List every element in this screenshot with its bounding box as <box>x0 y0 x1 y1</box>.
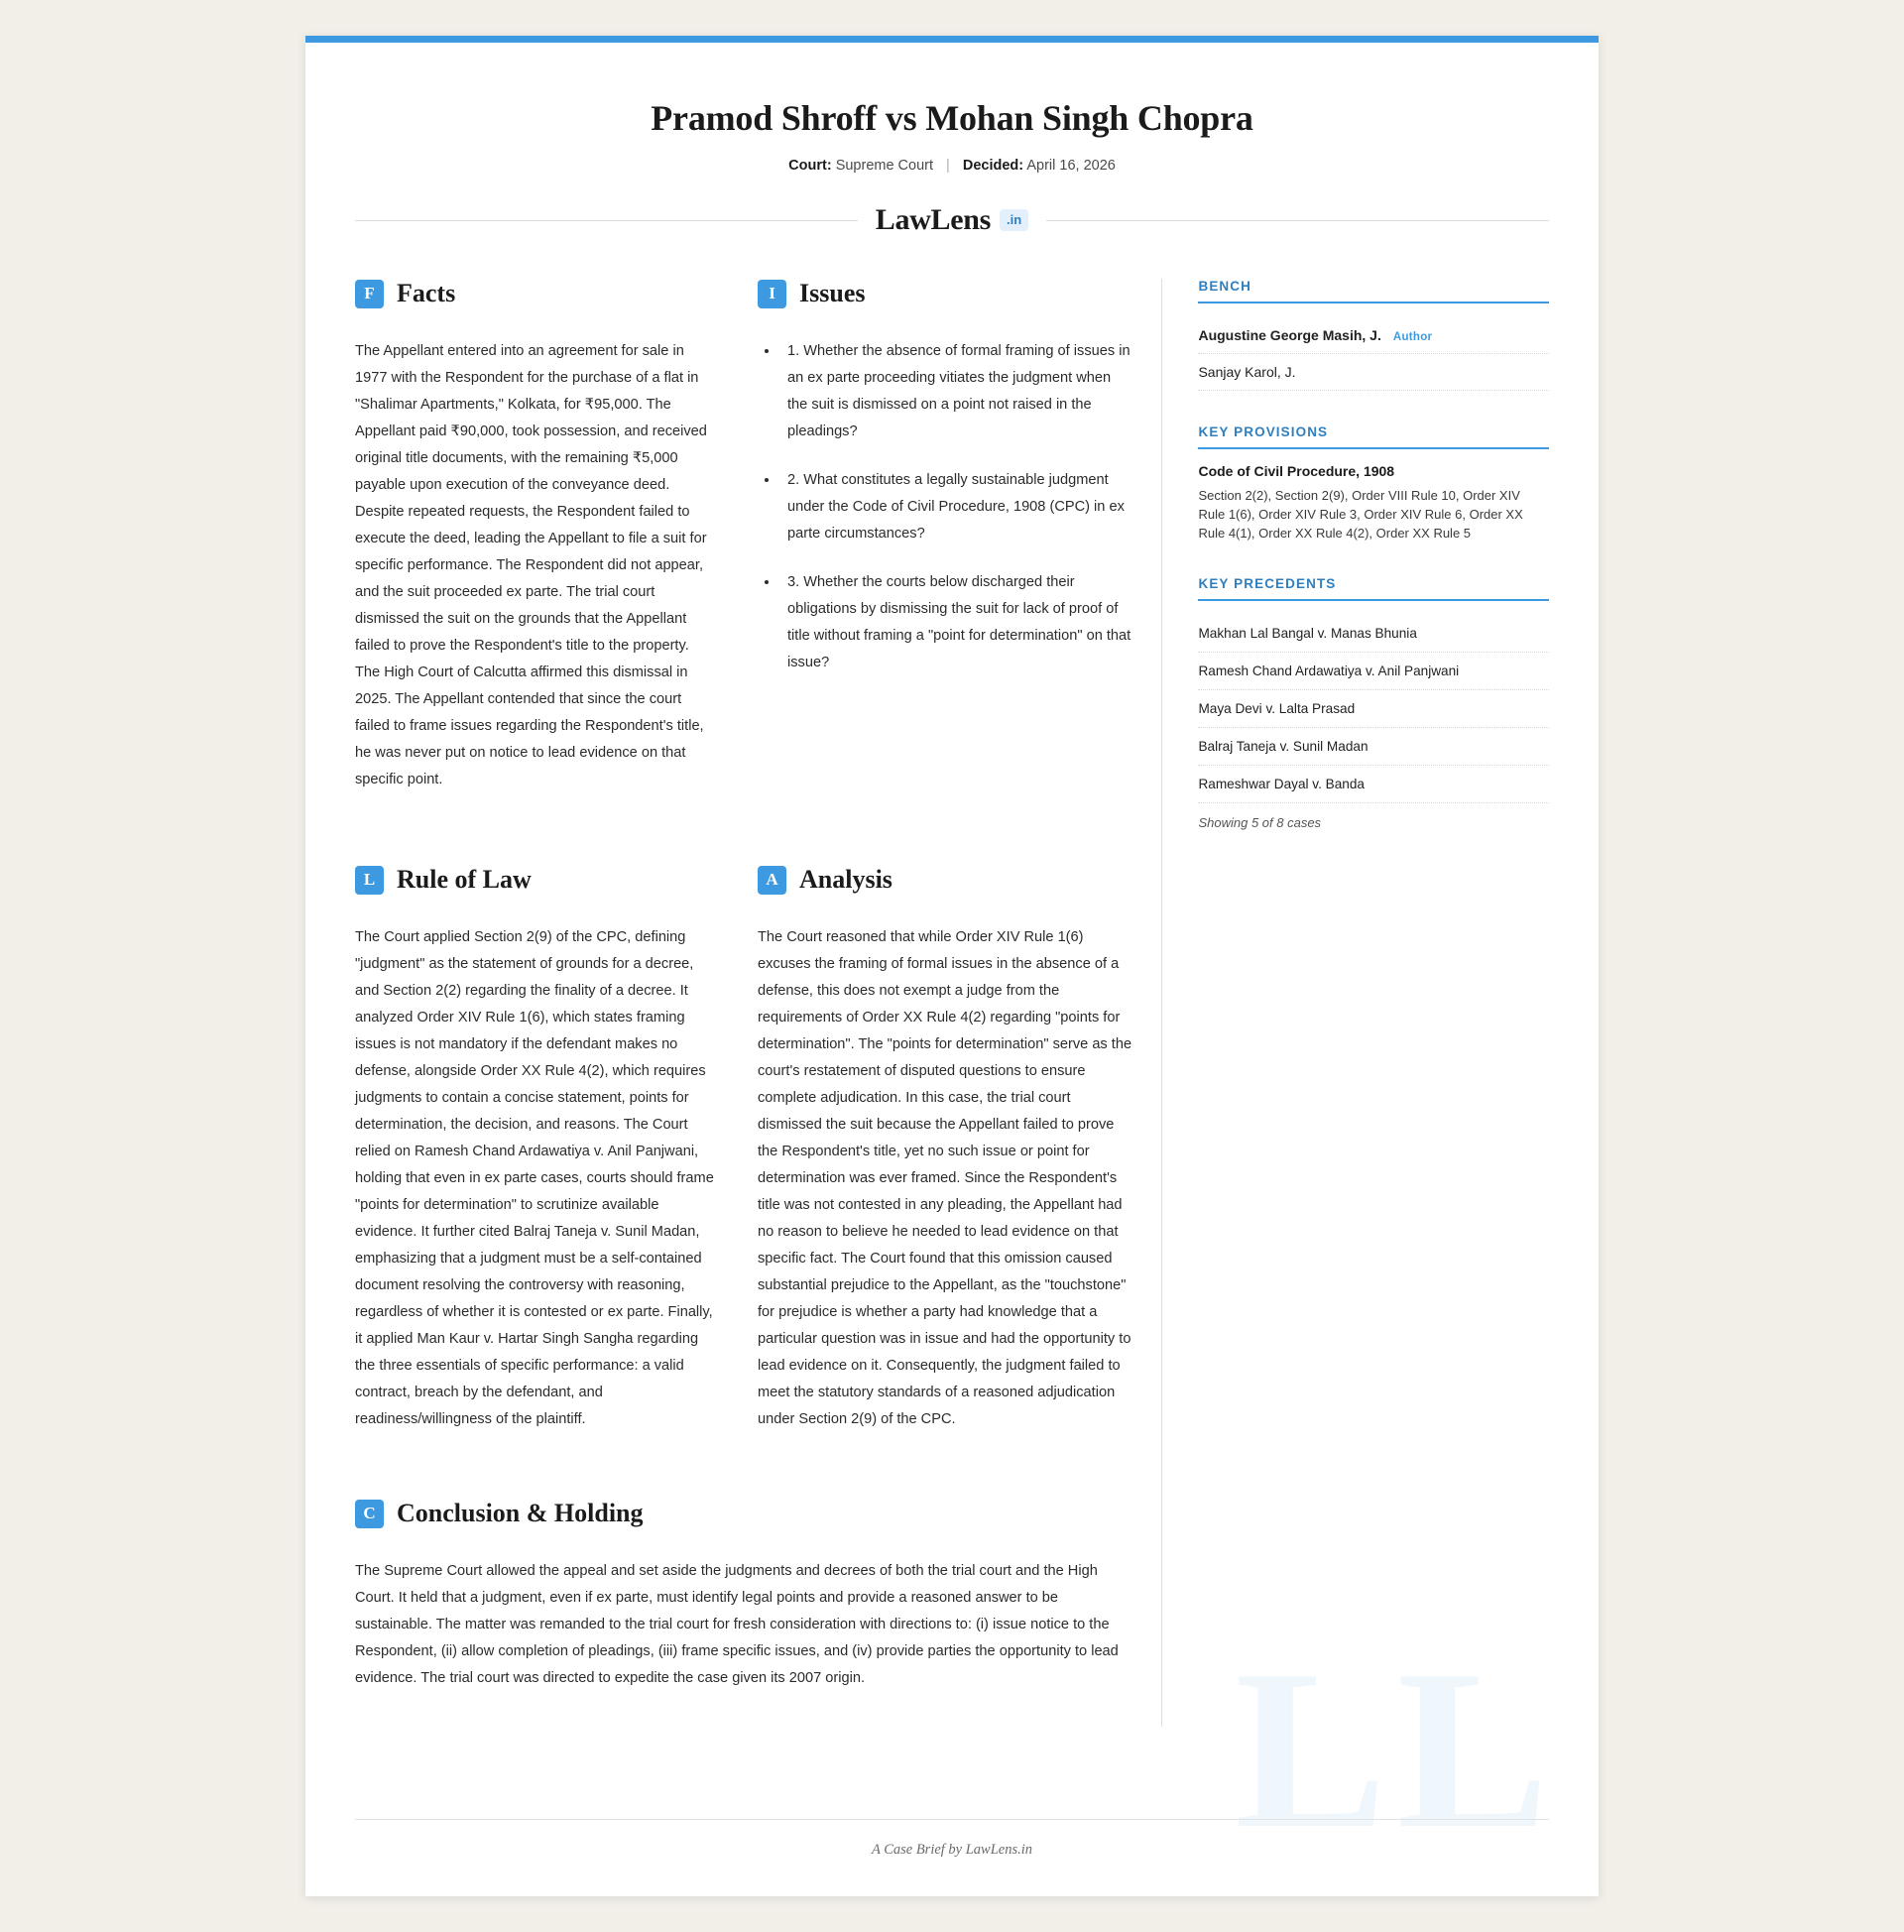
facts-badge-icon: F <box>355 280 384 308</box>
list-item[interactable]: Maya Devi v. Lalta Prasad <box>1198 690 1549 728</box>
row-spacer <box>355 793 1151 865</box>
list-item[interactable]: Ramesh Chand Ardawatiya v. Anil Panjwani <box>1198 653 1549 690</box>
rule-badge-icon: L <box>355 866 384 895</box>
list-item[interactable]: Makhan Lal Bangal v. Manas Bhunia <box>1198 615 1549 653</box>
section-issues <box>758 279 1134 793</box>
rule-right <box>1046 220 1549 221</box>
brand-logo <box>858 203 1046 237</box>
bench-block <box>1198 279 1549 391</box>
list-item[interactable]: Rameshwar Dayal v. Banda <box>1198 766 1549 803</box>
sidebar <box>1161 279 1549 1727</box>
list-item: • 2. What constitutes a legally sustainable judgment under the Code of Civil Procedure, 1908 (CPC) in ex parte circumstances? <box>779 467 1134 547</box>
issues-heading <box>758 279 1134 308</box>
conclusion-text: The Supreme Court allowed the appeal and set aside the judgments and decrees of both the trial court and the High Court. It held that a judgment, even if ex parte, must identify legal points and provide a reasoned answer to be sustainable. The matter was remanded to the trial court for fresh consideration with directions to: (i) issue notice to the Respondent, (ii) allow completion of pleadings, (iii) frame specific issues, and (iv) provide parties the opportunity to lead evidence. The trial court was directed to expedite the case given its 2007 origin. <box>355 1563 1119 1686</box>
court-value: Supreme Court <box>835 158 934 174</box>
brand-name: LawLens <box>875 203 992 236</box>
list-item: • 3. Whether the courts below discharged their obligations by dismissing the suit for lack of proof of title without framing a "point for determination" on that issue? <box>779 569 1134 676</box>
bench-judge-row <box>1198 354 1549 391</box>
precedents-heading: KEY PRECEDENTS <box>1198 576 1549 601</box>
page-title: Pramod Shroff vs Mohan Singh Chopra <box>651 98 1253 138</box>
decided-value: April 16, 2026 <box>1026 158 1116 174</box>
provisions-act-name: Code of Civil Procedure, 1908 <box>1198 463 1395 479</box>
precedents-block <box>1198 576 1549 830</box>
analysis-badge-icon: A <box>758 866 786 895</box>
conclusion-badge-icon: C <box>355 1500 384 1528</box>
analysis-title: Analysis <box>799 865 892 894</box>
meta-separator: | <box>946 158 950 174</box>
provisions-heading: KEY PROVISIONS <box>1198 424 1549 449</box>
issues-title: Issues <box>799 279 866 307</box>
precedents-count-note: Showing 5 of 8 cases <box>1198 815 1322 830</box>
facts-text: The Appellant entered into an agreement for sale in 1977 with the Respondent for the purchase of a flat in "Shalimar Apartments," Kolkata, for ₹95,000. The Appellant paid ₹90,000, took possession, and received original title documents, with the remaining ₹5,000 payable upon execution of the conveyance deed. Despite repeated requests, the Respondent failed to execute the deed, leading the Appellant to file a suit for specific performance. The Respondent did not appear, and the suit proceeded ex parte. The trial court dismissed the suit on the grounds that the Appellant failed to prove the Respondent's title to the property. The High Court of Calcutta affirmed this dismissal in 2025. The Appellant contended that since the court failed to frame issues regarding the Respondent's title, he was never put on notice to lead evidence on that specific point. <box>355 343 707 787</box>
rule-title: Rule of Law <box>397 865 532 894</box>
bench-heading: BENCH <box>1198 279 1549 303</box>
list-item[interactable]: Balraj Taneja v. Sunil Madan <box>1198 728 1549 766</box>
main-column <box>355 279 1151 1692</box>
brand-row <box>355 203 1549 237</box>
row-spacer <box>355 1433 1151 1499</box>
facts-title: Facts <box>397 279 456 307</box>
rule-heading <box>355 865 716 895</box>
facts-heading <box>355 279 716 308</box>
conclusion-heading <box>355 1499 1129 1528</box>
rule-text: The Court applied Section 2(9) of the CPC, defining "judgment" as the statement of grounds for a decree, and Section 2(2) regarding the finality of a decree. It analyzed Order XIV Rule 1(6), which states framing issues is not mandatory if the defendant makes no defense, alongside Order XX Rule 4(2), which requires judgments to contain a concise statement, points for determination, the decision, and reasons. The Court relied on Ramesh Chand Ardawatiya v. Anil Panjwani, holding that even in ex parte cases, courts should frame "points for determination" to scrutinize available evidence. It further cited Balraj Taneja v. Sunil Madan, emphasizing that a judgment must be a self-contained document resolving the controversy with reasoning, regardless of whether it is contested or ex parte. Finally, it applied Man Kaur v. Hartar Singh Sangha regarding the three essentials of specific performance: a valid contract, breach by the defendant, and readiness/willingness of the plaintiff. <box>355 929 714 1427</box>
analysis-heading <box>758 865 1134 895</box>
author-badge: Author <box>1392 331 1433 343</box>
body-grid <box>355 279 1549 1727</box>
brand-tld-badge: .in <box>1000 209 1028 231</box>
provisions-list: Section 2(2), Section 2(9), Order VIII Rule 10, Order XIV Rule 1(6), Order XIV Rule 3, Order XIV Rule 6, Order XX Rule 4(1), Order XX Rule 4(2), Order XX Rule 5 <box>1198 488 1523 541</box>
issues-list <box>758 338 1134 676</box>
section-rule-of-law <box>355 865 758 1433</box>
section-conclusion <box>355 1499 1138 1692</box>
issues-badge-icon: I <box>758 280 786 308</box>
judge-name: Augustine George Masih, J. <box>1198 327 1381 343</box>
conclusion-title: Conclusion & Holding <box>397 1499 644 1527</box>
decided-label: Decided: <box>962 158 1024 174</box>
bench-judge-row <box>1198 317 1549 354</box>
document-page <box>305 36 1599 1896</box>
case-meta <box>305 158 1599 174</box>
provisions-block <box>1198 424 1549 543</box>
list-item: • 1. Whether the absence of formal framing of issues in an ex parte proceeding vitiates the judgment when the suit is dismissed on a point not raised in the pleadings? <box>779 338 1134 445</box>
rule-left <box>355 220 858 221</box>
court-label: Court: <box>788 158 832 174</box>
section-facts <box>355 279 758 793</box>
judge-name: Sanjay Karol, J. <box>1198 364 1296 380</box>
section-analysis <box>758 865 1134 1433</box>
footer-note: A Case Brief by LawLens.in <box>355 1819 1549 1859</box>
analysis-text: The Court reasoned that while Order XIV Rule 1(6) excuses the framing of formal issues in the absence of a defense, this does not exempt a judge from the requirements of Order XX Rule 4(2) regarding "points for determination". The "points for determination" serve as the court's restatement of disputed questions to ensure complete adjudication. In this case, the trial court dismissed the suit because the Appellant failed to prove the Respondent's title, yet no such issue or point for determination was ever framed. Since the Respondent's title was not contested in any pleading, the Appellant had no reason to believe he needed to lead evidence on that specific fact. The Court found that this omission caused substantial prejudice to the Appellant, as the "touchstone" for prejudice is whether a party had knowledge that a particular question was in issue and had the opportunity to lead evidence on it. Consequently, the judgment failed to meet the statutory standards of a reasoned adjudication under Section 2(9) of the CPC. <box>758 929 1132 1427</box>
watermark: LL <box>1235 1623 1559 1875</box>
